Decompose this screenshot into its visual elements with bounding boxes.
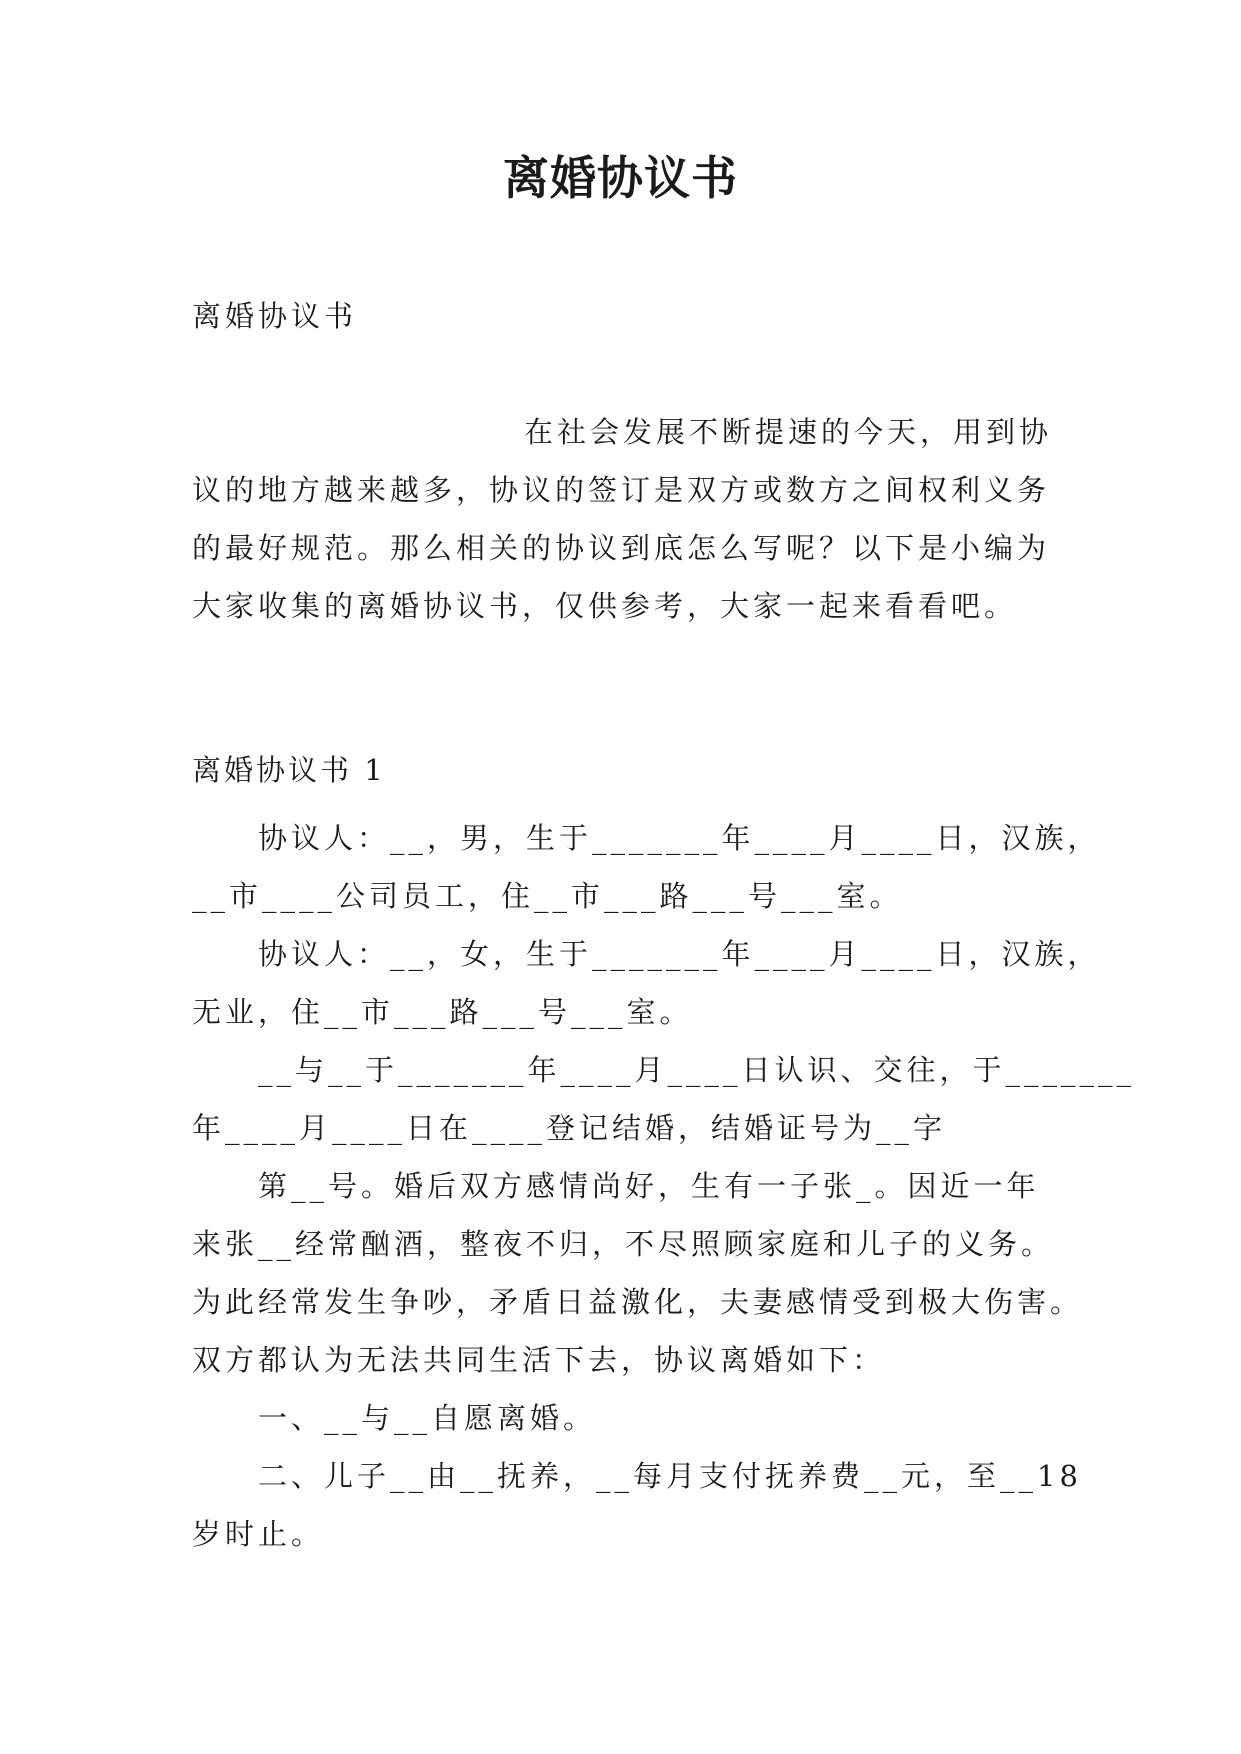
body-line: 年____月____日在____登记结婚，结婚证号为__字 <box>192 1111 947 1145</box>
body-line: 一、__与__自愿离婚。 <box>258 1401 597 1435</box>
intro-line: 在社会发展不断提速的今天，用到协 <box>524 415 1053 449</box>
body-line: 第__号。婚后双方感情尚好，生有一子张_。因近一年 <box>258 1169 1040 1203</box>
intro-line: 大家收集的离婚协议书，仅供参考，大家一起来看看吧。 <box>192 589 1018 623</box>
document-title: 离婚协议书 <box>503 151 738 205</box>
body-line: 岁时止。 <box>192 1517 325 1551</box>
body-line: 协议人：__，女，生于_______年____月____日，汉族， <box>258 937 1101 971</box>
body-line: 双方都认为无法共同生活下去，协议离婚如下： <box>192 1343 886 1377</box>
section-heading: 离婚协议书 1 <box>192 753 386 787</box>
body-line: __市____公司员工，住__市___路___号___室。 <box>192 879 903 913</box>
intro-line: 议的地方越来越多，协议的签订是双方或数方之间权利义务 <box>192 473 1051 507</box>
body-line: 为此经常发生争吵，矛盾日益激化，夫妻感情受到极大伤害。 <box>192 1285 1084 1319</box>
body-line: 无业，住__市___路___号___室。 <box>192 995 693 1029</box>
document-subtitle: 离婚协议书 <box>192 299 358 333</box>
intro-line: 的最好规范。那么相关的协议到底怎么写呢？以下是小编为 <box>192 531 1051 565</box>
body-line: __与__于_______年____月____日认识、交往，于_______ <box>258 1053 1136 1087</box>
body-line: 二、儿子__由__抚养，__每月支付抚养费__元，至__18 <box>258 1459 1082 1493</box>
body-line: 协议人：__，男，生于_______年____月____日，汉族， <box>258 821 1101 855</box>
body-line: 来张__经常酗酒，整夜不归，不尽照顾家庭和儿子的义务。 <box>192 1227 1055 1261</box>
